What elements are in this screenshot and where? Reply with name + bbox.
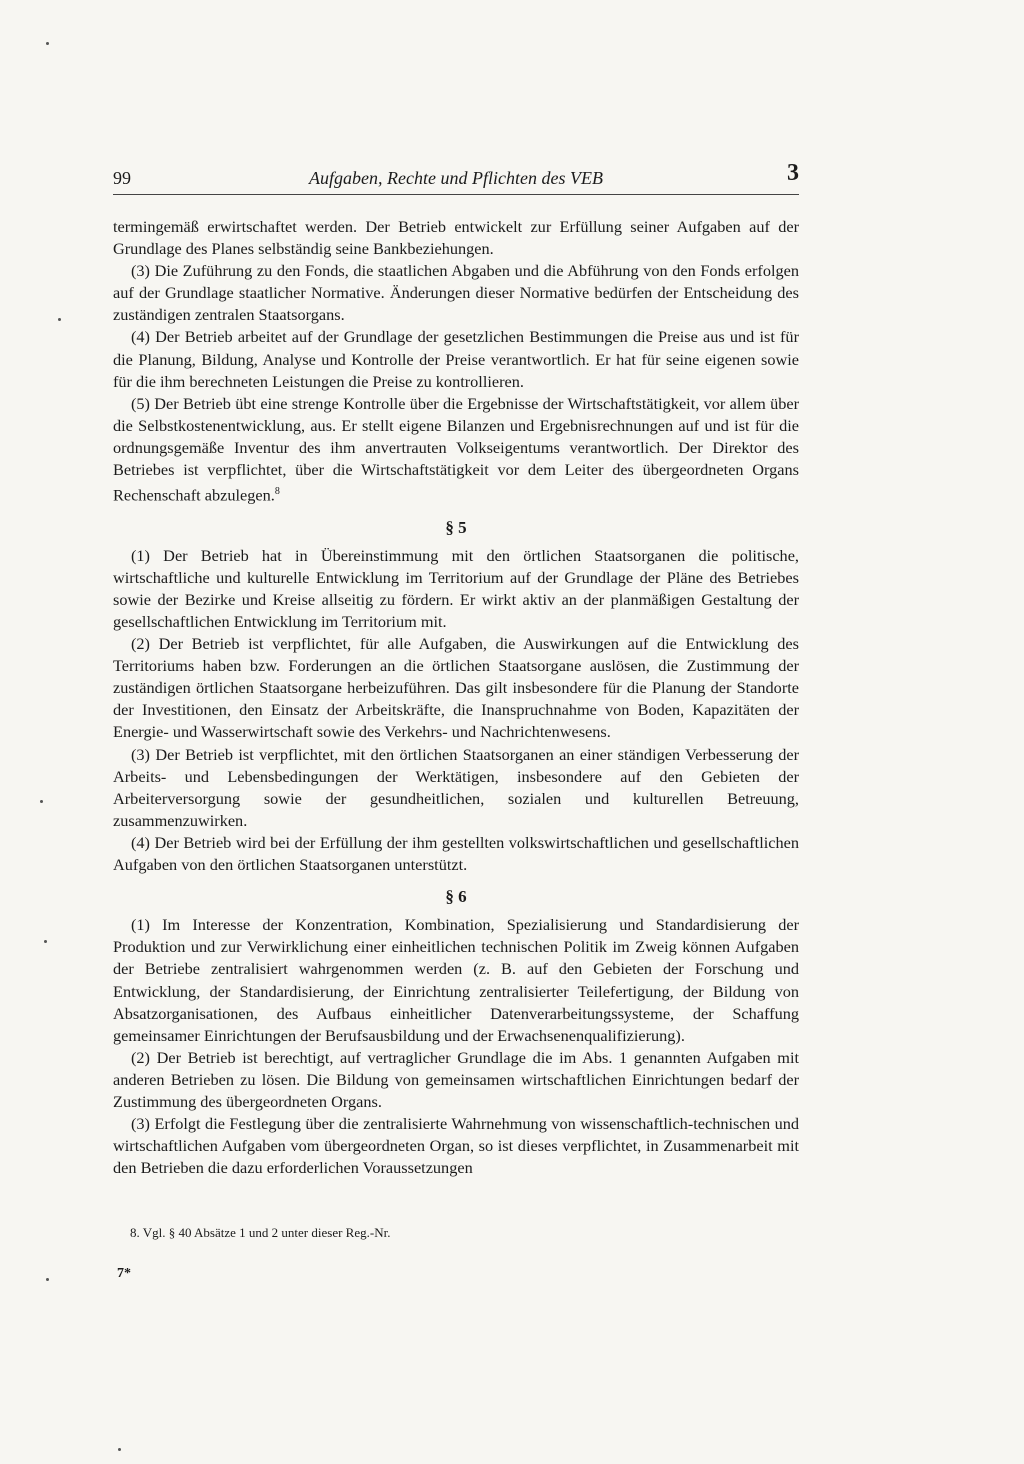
paragraph-5-2: (2) Der Betrieb ist verpflichtet, für alle Aufgaben, die Auswirkungen auf die Entwicklung des Territoriums haben bzw. Forderungen an die örtlichen Staatsorgane auslösen, die Zustimmung der zuständigen örtlichen Staatsorgane herbeizuführen. Das gilt insbesondere für die Planung der Standorte der Investitionen, den Einsatz der Arbeitskräfte, die Inanspruchnahme von Boden, Kapazitäten der Energie- und Wasserwirtschaft sowie des Verkehrs- und Nachrichtenwesens. [113,634,799,742]
scan-speck [40,800,43,803]
paragraph-5-1: (1) Der Betrieb hat in Übereinstimmung mit den örtlichen Staatsorganen die politische, wirtschaftliche und kulturelle Entwicklung im Territorium auf der Grundlage der Pläne des Betriebes sowie der Bezirke und Kreise allseitig zu fördern. Er wirkt aktiv an der planmäßigen Gestaltung der gesellschaftlichen Entwicklung im Territorium mit. [113,545,799,632]
paragraph-6-2: (2) Der Betrieb ist berechtigt, auf vertraglicher Grundlage die im Abs. 1 genannten Aufgaben mit anderen Betrieben zu lösen. Die Bildung von gemeinsamen wirtschaftlichen Einrichtungen bedarf der Zustimmung des übergeordneten Organs. [113,1047,799,1111]
running-header [113,160,799,195]
scan-speck [46,42,49,45]
paragraph-6-3: (3) Erfolgt die Festlegung über die zentralisierte Wahrnehmung von wissenschaftlich-technischen und wirtschaftlichen Aufgaben vom übergeordneten Organ, so ist dieses verpflichtet, in Zusammenarbeit mit den Betrieben die dazu erforderlichen Voraussetzungen [113,1114,799,1178]
scan-speck [46,1278,49,1281]
section-6-heading: § 6 [445,887,467,907]
paragraph-4-5 [113,393,799,507]
scan-speck [58,318,61,321]
scan-speck [118,1448,121,1451]
paragraph-6-1: (1) Im Interesse der Konzentration, Kombination, Spezialisierung und Standardisierung der Produktion und zur Verwirklichung einer einheitlichen technischen Politik im Zweig können Aufgaben der Betriebe zentralisiert wahrgenommen werden (z. B. auf den Gebieten der Forschung und Entwicklung, der Standardisierung, der Einrichtung zentralisierter Teilefertigung, der Bildung von Absatzorganisationen, des Aufbaus einheitlicher Datenverarbeitungssysteme, der Schaffung gemeinsamer Einrichtungen der Berufsausbildung und der Erwachsenenqualifizierung). [113,915,799,1045]
signature-mark: 7* [117,1266,131,1281]
paragraph-continuation: termingemäß erwirtschaftet werden. Der Betrieb entwickelt zur Erfüllung seiner Aufgaben auf der Grundlage des Planes selbständig seine Bankbeziehungen. [113,217,799,259]
section-number: 3 [787,160,799,186]
paragraph-4-3: (3) Die Zuführung zu den Fonds, die staatlichen Abgaben und die Abführung von den Fonds erfolgen auf der Grundlage staatlicher Normative. Änderungen dieser Normative bedürfen der Entscheidung des zuständigen zentralen Staatsorgans. [113,261,799,325]
footnote: 8. Vgl. § 40 Absätze 1 und 2 unter dieser Reg.-Nr. [130,1225,391,1240]
paragraph-5-3: (3) Der Betrieb ist verpflichtet, mit den örtlichen Staatsorganen an einer ständigen Verbesserung der Arbeits- und Lebensbedingungen der Werktätigen, insbesondere auf den Gebieten der Arbeiterversorgung sowie der gesundheitlichen, sozialen und kulturellen Betreuung, zusammenzuwirken. [113,744,799,830]
running-title: Aufgaben, Rechte und Pflichten des VEB [309,168,603,188]
body-text [113,216,799,1179]
page-number: 99 [113,168,131,188]
paragraph-4-5-text: (5) Der Betrieb übt eine strenge Kontrolle über die Ergebnisse der Wirtschaftstätigkeit, vor allem über die Selbstkostenentwicklung, aus. Er stellt eigene Bilanzen und Ergebnisrechnungen auf und ist für die ordnungsgemäße Inventur des ihm anvertrauten Volkseigentums verantwortlich. Der Direktor des Betriebes ist verpflichtet, über die Wirtschaftstätigkeit vor dem Leiter des übergeordneten Organs Rechenschaft abzulegen. [113,393,799,505]
footnote-ref: 8 [274,486,280,498]
paragraph-4-4: (4) Der Betrieb arbeitet auf der Grundlage der gesetzlichen Bestimmungen die Preise aus und ist für die Planung, Bildung, Analyse und Kontrolle der Preise verantwortlich. Er hat für seine eigenen sowie für die ihm berechneten Leistungen die Preise zu kontrollieren. [113,327,799,391]
paragraph-5-4: (4) Der Betrieb wird bei der Erfüllung der ihm gestellten volkswirtschaftlichen und gesellschaftlichen Aufgaben von den örtlichen Staatsorganen unterstützt. [113,832,799,875]
section-5-heading: § 5 [445,517,467,537]
scan-speck [44,940,47,943]
